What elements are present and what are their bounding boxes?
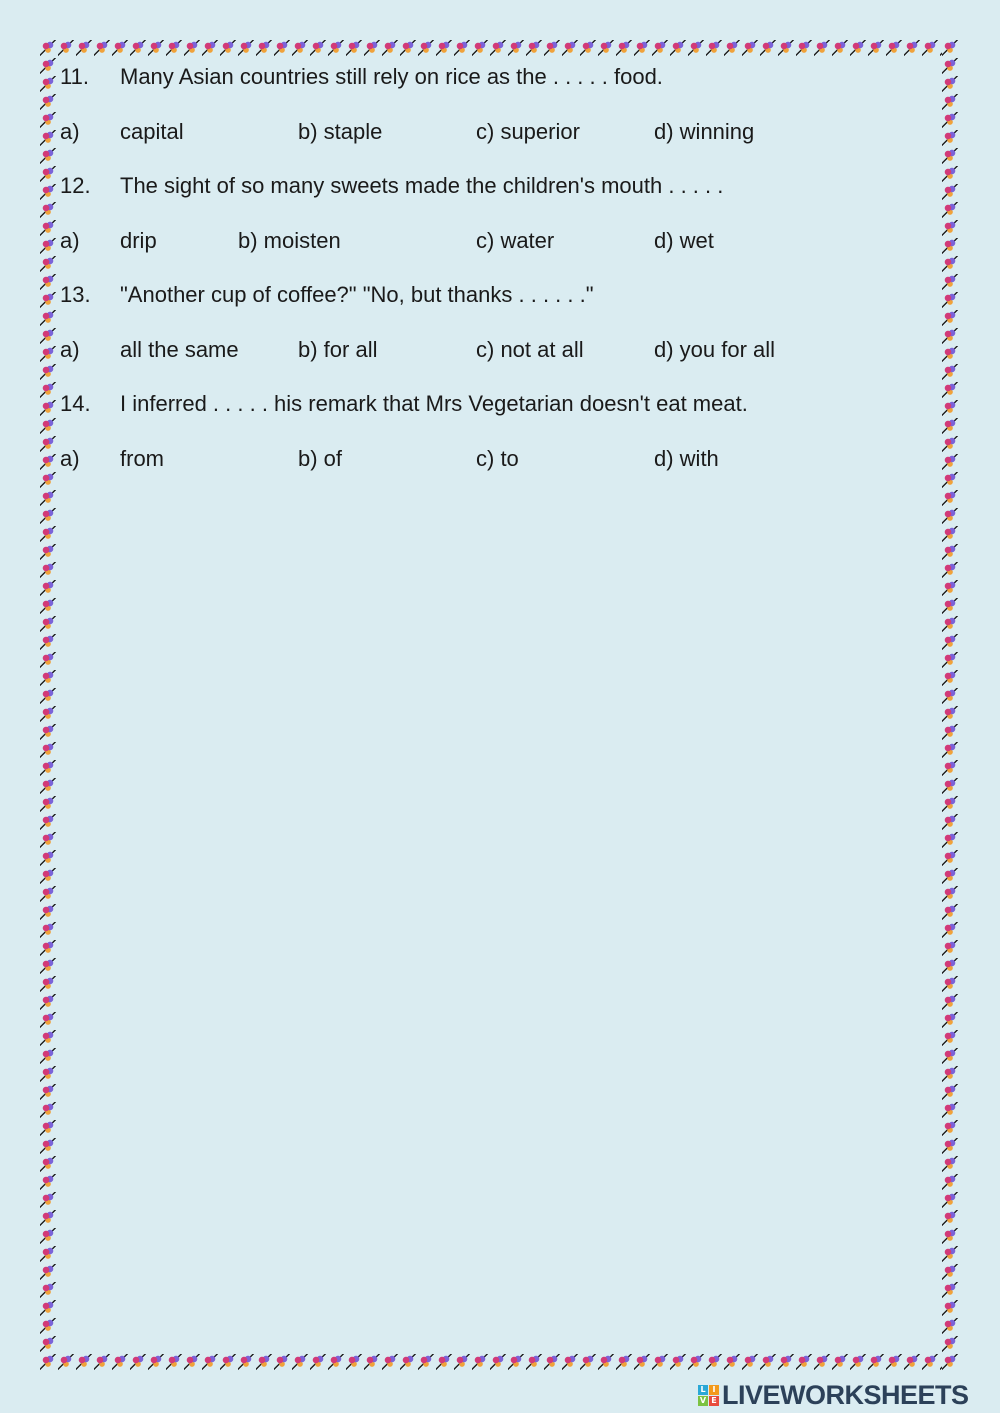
options-row — [60, 442, 940, 497]
option-b[interactable]: b) for all — [298, 336, 378, 362]
question-text: "Another cup of coffee?" "No, but thanks . . . . . ." — [120, 282, 594, 307]
option-a[interactable]: all the same — [120, 336, 239, 362]
decorative-border-left — [40, 40, 58, 1372]
question-text: The sight of so many sweets made the children's mouth . . . . . — [120, 173, 724, 198]
option-b[interactable]: b) of — [298, 445, 343, 471]
question-number: 14. — [60, 391, 91, 416]
badge-letter: I — [709, 1385, 719, 1395]
option-b[interactable]: b) staple — [298, 118, 383, 144]
question-row — [60, 387, 940, 442]
option-d[interactable]: d) winning — [654, 118, 755, 144]
question-text: I inferred . . . . . his remark that Mrs Vegetarian doesn't eat meat. — [120, 391, 748, 416]
option-d[interactable]: d) with — [654, 445, 719, 471]
question-row — [60, 278, 940, 333]
option-d[interactable]: d) you for all — [654, 336, 776, 362]
badge-letter: E — [709, 1396, 719, 1406]
option-prefix: a) — [60, 227, 80, 253]
decorative-border-bottom — [40, 1354, 960, 1372]
badge-letter: V — [699, 1395, 707, 1405]
question-text: Many Asian countries still rely on rice as the . . . . . food. — [120, 64, 663, 89]
worksheet-content — [60, 60, 940, 496]
option-b[interactable]: b) moisten — [238, 227, 341, 253]
option-prefix: a) — [60, 118, 80, 144]
option-c[interactable]: c) not at all — [476, 336, 584, 362]
question-number: 11. — [60, 64, 89, 89]
question-row — [60, 60, 940, 115]
option-c[interactable]: c) to — [476, 445, 519, 471]
question-number: 12. — [60, 173, 91, 198]
options-row — [60, 224, 940, 279]
option-a[interactable]: drip — [120, 227, 157, 253]
option-a[interactable]: capital — [120, 118, 184, 144]
badge-letter: L — [698, 1385, 708, 1395]
live-badge-icon — [698, 1385, 719, 1406]
decorative-border-right — [942, 40, 960, 1372]
option-c[interactable]: c) water — [476, 227, 555, 253]
decorative-border-top — [40, 40, 960, 58]
question-number: 13. — [60, 282, 91, 307]
option-prefix: a) — [60, 336, 80, 362]
option-d[interactable]: d) wet — [654, 227, 714, 253]
question-row — [60, 169, 940, 224]
liveworksheets-logo — [698, 1380, 969, 1410]
option-a[interactable]: from — [120, 445, 164, 471]
option-c[interactable]: c) superior — [476, 118, 580, 144]
logo-text: LIVEWORKSHEETS — [722, 1379, 969, 1410]
options-row — [60, 115, 940, 170]
option-prefix: a) — [60, 445, 80, 471]
options-row — [60, 333, 940, 388]
